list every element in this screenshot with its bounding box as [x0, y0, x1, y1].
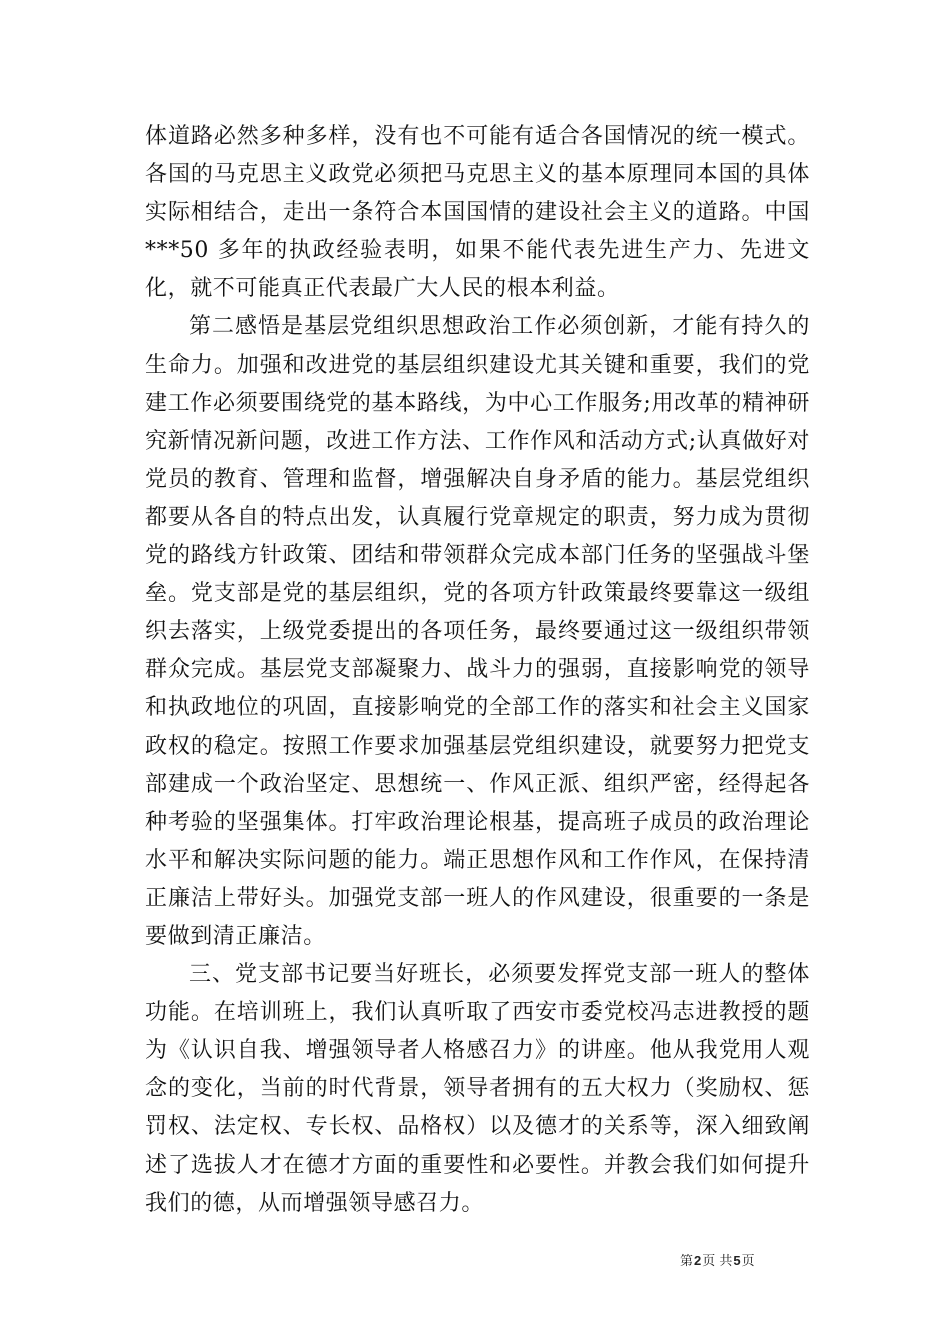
paragraph-1: 体道路必然多种多样，没有也不可能有适合各国情况的统一模式。各国的马克思主义政党必须把马克思主义的基本原理同本国的具体实际相结合，走出一条符合本国国情的建设社会主义的道路。中国***50 多年的执政经验表明，如果不能代表先进生产力、先进文化，就不可能真正代表最广大人民的根本利益。: [145, 124, 810, 302]
paragraph-2: 第二感悟是基层党组织思想政治工作必须创新，才能有持久的生命力。加强和改进党的基层组织建设尤其关键和重要，我们的党建工作必须要围绕党的基本路线，为中心工作服务;用改革的精神研究新情况新问题，改进工作方法、工作作风和活动方式;认真做好对党员的教育、管理和监督，增强解决自身矛盾的能力。基层党组织都要从各自的特点出发，认真履行党章规定的职责，努力成为贯彻党的路线方针政策、团结和带领群众完成本部门任务的坚强战斗堡垒。党支部是党的基层组织，党的各项方针政策最终要靠这一级组织去落实，上级党委提出的各项任务，最终要通过这一级组织带领群众完成。基层党支部凝聚力、战斗力的强弱，直接影响党的领导和执政地位的巩固，直接影响党的全部工作的落实和社会主义国家政权的稳定。按照工作要求加强基层党组织建设，就要努力把党支部建成一个政治坚定、思想统一、作风正派、组织严密，经得起各种考验的坚强集体。打牢政治理论根基，提高班子成员的政治理论水平和解决实际问题的能力。端正思想作风和工作作风，在保持清正廉洁上带好头。加强党支部一班人的作风建设，很重要的一条是要做到清正廉洁。: [145, 314, 810, 949]
footer-suffix: 页: [741, 1254, 755, 1269]
footer-prefix: 第: [680, 1254, 694, 1269]
paragraph-3: 三、党支部书记要当好班长，必须要发挥党支部一班人的整体功能。在培训班上，我们认真听取了西安市委党校冯志进教授的题为《认识自我、增强领导者人格感召力》的讲座。他从我党用人观念的变化，当前的时代背景，领导者拥有的五大权力（奖励权、惩罚权、法定权、专长权、品格权）以及德才的关系等，深入细致阐述了选拔人才在德才方面的重要性和必要性。并教会我们如何提升我们的德，从而增强领导感召力。: [145, 962, 810, 1216]
footer-middle: 页 共: [702, 1254, 733, 1269]
document-body: [145, 118, 810, 1223]
page-number-footer: [680, 1250, 830, 1269]
current-page-number: 2: [694, 1253, 702, 1268]
total-pages-number: 5: [733, 1253, 741, 1268]
